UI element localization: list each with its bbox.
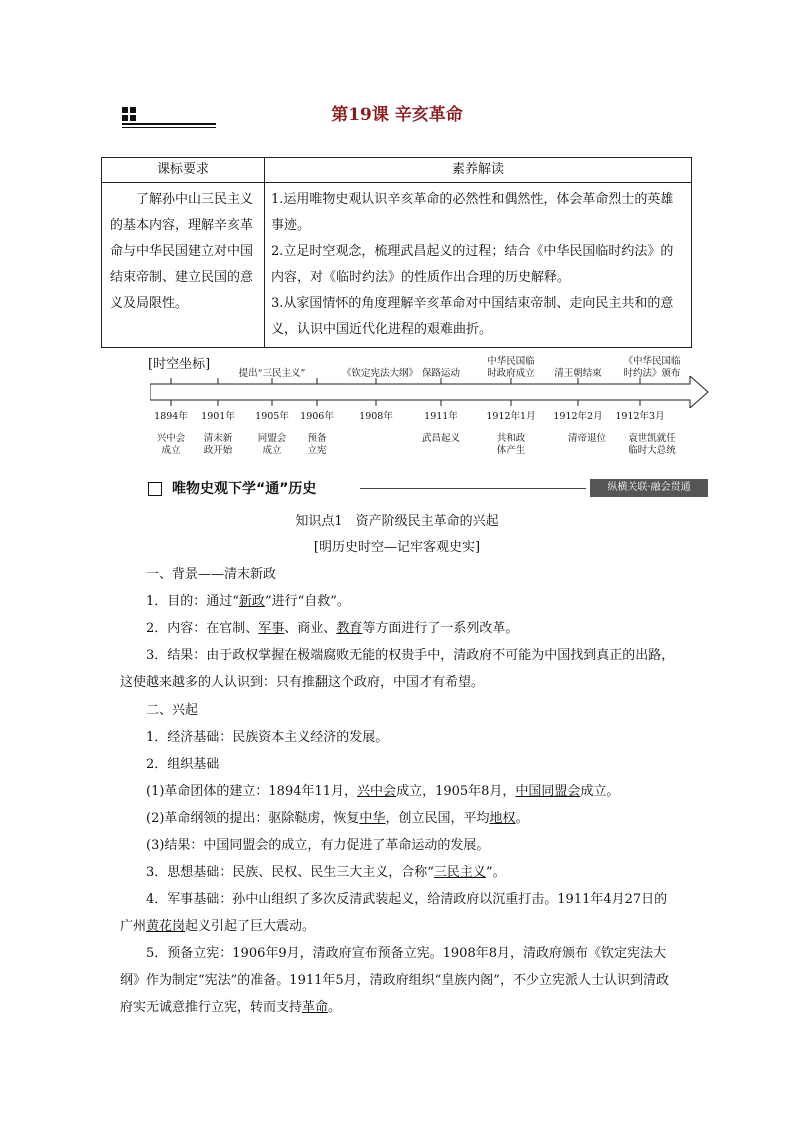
header-rule (122, 127, 216, 128)
timeline-year-line: 1894年 (154, 411, 188, 422)
timeline-event-bottom (282, 433, 352, 457)
banner-rule (360, 488, 586, 489)
timeline-event-bottom-line: 成立 (262, 445, 282, 456)
timeline-year-line: 1912年3月 (615, 411, 665, 422)
rise-item-2: 2．组织基础 (146, 757, 220, 772)
rise-item-2b: (2)革命纲领的提出：驱除鞑虏，恢复中华，创立民国，平均地权。 (146, 811, 529, 826)
timeline-year-line: 1906年 (300, 411, 334, 422)
timeline-event-bottom-line: 预备 (307, 433, 327, 444)
rise-item-2c: (3)结果：中国同盟会的成立，有力促进了革命运动的发展。 (146, 838, 490, 853)
timeline-event-top (610, 356, 694, 380)
bg-item-1: 1．目的：通过“新政”进行“自救”。 (146, 594, 350, 609)
background-title: 一、背景——清末新政 (146, 567, 277, 582)
bg-item-2: 2．内容：在官制、军事、商业、教育等方面进行了一系列改革。 (146, 621, 519, 636)
col1-text: 了解孙中山三民主义的基本内容，理解辛亥革命与中华民国建立对中国结束帝制、建立民国的意义及局限性。 (102, 183, 265, 348)
col1-header: 课标要求 (102, 158, 265, 183)
timeline-year-line: 1912年1月 (486, 411, 536, 422)
timeline-event-bottom-line: 清帝退位 (567, 433, 606, 444)
rise-item-5: 5．预备立宪：1906年9月，清政府宣布预备立宪。1908年8月，清政府颁布《钦定宪法大纲》作为制定“宪法”的准备。1911年5月，清政府组织“皇族内阁”，不少立宪派人士认识到清政府实无诚意推行立宪，转而支持革命。 (120, 946, 669, 1015)
rise-item-1: 1．经济基础：民族资本主义经济的发展。 (146, 730, 389, 745)
timeline-event-bottom (476, 433, 546, 457)
timeline-event-top-line: 时政府成立 (487, 368, 535, 379)
timeline-event-top-line: 中华民国临 (487, 356, 535, 367)
timeline-year (546, 411, 610, 423)
timeline-event-bottom-line: 体产生 (496, 445, 526, 456)
timeline-event-top-line: 《钦定宪法大纲》 (341, 368, 418, 379)
banner-tag: 纵横关联·融会贯通 (590, 479, 708, 497)
literacy-item: 2.立足时空观念，梳理武昌起义的过程；结合《中华民国临时约法》的内容，对《临时约法》的性质作出合理的历史解释。 (271, 244, 674, 285)
curriculum-table (101, 157, 692, 348)
section-banner (148, 479, 708, 497)
timeline-event-top-line: 清王朝结束 (554, 368, 602, 379)
knowledge-heading: 知识点1 资产阶级民主革命的兴起 (295, 514, 499, 529)
literacy-item: 1.运用唯物史观认识辛亥革命的必然性和偶然性，体会革命烈士的英雄事迹。 (271, 192, 674, 233)
timeline-event-bottom-line: 政开始 (203, 445, 233, 456)
timeline-event-bottom-line: 清末新 (203, 433, 233, 444)
timeline-year-line: 1908年 (359, 411, 393, 422)
rise-title: 二、兴起 (146, 703, 199, 718)
timeline-year-line: 1905年 (255, 411, 289, 422)
timeline-year-line: 1901年 (201, 411, 235, 422)
timeline-event-bottom-line: 共和政 (496, 433, 526, 444)
timeline-year (608, 411, 672, 423)
timeline-event-bottom-line: 兴中会 (156, 433, 186, 444)
timeline-arrow (150, 376, 710, 408)
timeline-label: [时空坐标] (148, 357, 211, 372)
timeline-event-top-line: 保路运动 (421, 368, 460, 379)
timeline-event-bottom-line: 成立 (161, 445, 181, 456)
col2-text (265, 183, 692, 348)
timeline-event-bottom (406, 433, 476, 445)
timeline-event-bottom-line: 临时大总统 (628, 445, 676, 456)
bg-item-3: 3．结果：由于政权掌握在极端腐败无能的权贵手中，清政府不可能为中国找到真正的出路，这使越来越多的人认识到：只有推翻这个政府，中国才有希望。 (120, 648, 675, 690)
rise-item-4: 4．军事基础：孙中山组织了多次反清武装起义，给清政府以沉重打击。1911年4月27日的广州黄花岗起义引起了巨大震动。 (120, 892, 668, 934)
timeline-event-bottom-line: 同盟会 (257, 433, 287, 444)
rise-item-2a: (1)革命团体的建立：1894年11月，兴中会成立，1905年8月，中国同盟会成立。 (146, 784, 620, 799)
banner-title: 唯物史观下学“通”历史 (172, 481, 317, 497)
timeline-year (285, 411, 349, 423)
rise-item-3: 3．思想基础：民族、民权、民生三大主义，合称“三民主义”。 (146, 865, 506, 880)
timeline-event-top-line: 时约法》颁布 (623, 368, 681, 379)
timeline-event-top-line: 提出“三民主义” (238, 368, 306, 379)
timeline-event-top (230, 368, 314, 380)
timeline-event-bottom-line: 立宪 (307, 445, 327, 456)
timeline-year-line: 1912年2月 (553, 411, 603, 422)
timeline-event-bottom-line: 袁世凯就任 (628, 433, 676, 444)
literacy-item: 3.从家国情怀的角度理解辛亥革命对中国结束帝制、走向民主共和的意义，认识中国近代化进程的艰难曲折。 (271, 296, 674, 337)
timeline-year (409, 411, 473, 423)
knowledge-subheading: [明历史时空—记牢客观史实] (313, 540, 481, 555)
col2-header: 素养解读 (265, 158, 692, 183)
timeline-event-top (536, 368, 620, 380)
timeline-year-line: 1911年 (424, 411, 458, 422)
banner-square-icon (148, 482, 162, 496)
timeline-event-bottom (617, 433, 687, 457)
timeline-event-bottom (552, 433, 622, 445)
timeline-year (479, 411, 543, 423)
timeline-year (344, 411, 408, 423)
timeline-event-bottom-line: 武昌起义 (421, 433, 460, 444)
timeline-event-top-line: 《中华民国临 (623, 356, 681, 367)
page-title: 第19课 辛亥革命 (331, 105, 463, 125)
